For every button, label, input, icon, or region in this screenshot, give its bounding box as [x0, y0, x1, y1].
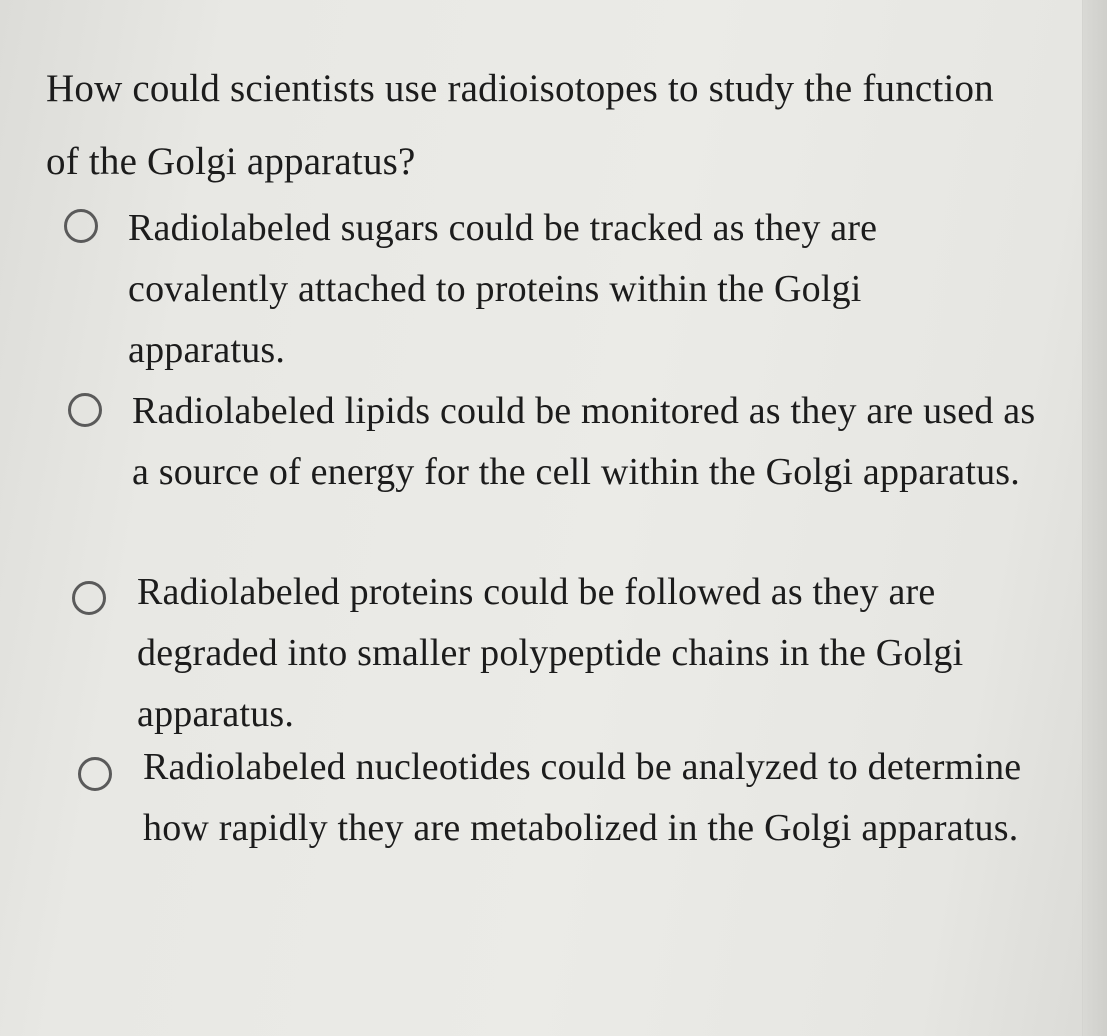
answer-option-4-label[interactable]: Radiolabeled nucleotides could be analyzed to determine how rapidly they are metabolized in the Golgi apparatus. [143, 746, 1022, 849]
answer-option-1-label[interactable]: Radiolabeled sugars could be tracked as they are covalently attached to proteins within the Golgi apparatus. [128, 207, 878, 371]
radio-button-2[interactable] [68, 393, 102, 427]
radio-button-1[interactable] [64, 209, 98, 243]
answer-option-2-label[interactable]: Radiolabeled lipids could be monitored as they are used as a source of energy for the cell within the Golgi apparatus. [132, 390, 1036, 493]
radio-button-4[interactable] [78, 757, 112, 791]
radio-button-3[interactable] [72, 581, 106, 615]
screen-edge [1082, 0, 1107, 1036]
question-text: How could scientists use radioisotopes to study the function of the Golgi apparatus? [46, 67, 994, 183]
answer-option-3-label[interactable]: Radiolabeled proteins could be followed as they are degraded into smaller polypeptide chains in the Golgi apparatus. [137, 571, 964, 735]
